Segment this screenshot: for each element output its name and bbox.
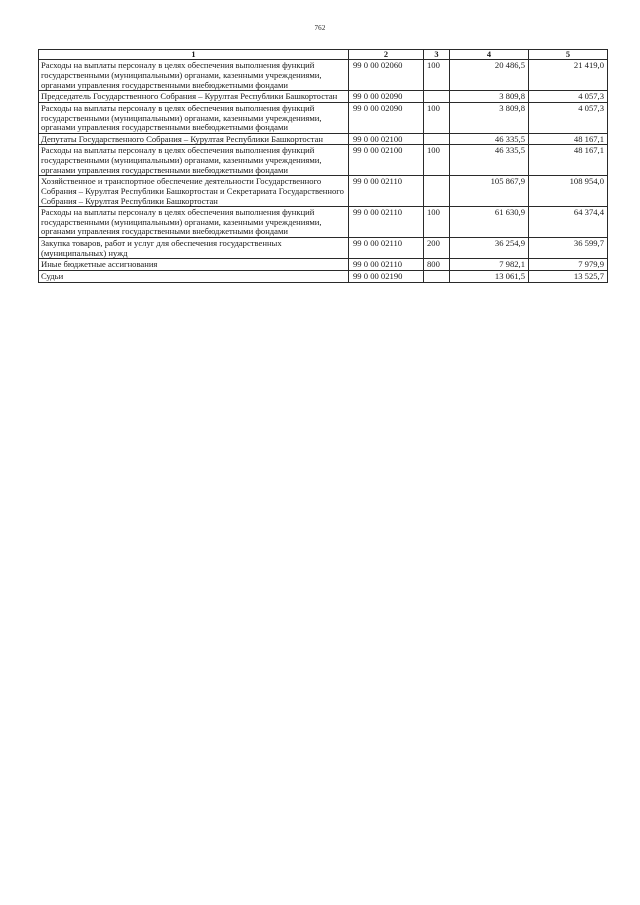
table-row — [39, 91, 608, 103]
table-row — [39, 207, 608, 238]
row-value-2-cell: 108 954,0 — [529, 176, 608, 207]
row-value-2-cell: 4 057,3 — [529, 102, 608, 133]
row-name-cell: Расходы на выплаты персоналу в целях обеспечения выполнения функций государственными (муниципальными) органами, казенными учреждениями, органами управления государственными внебюджетными фондами — [39, 145, 349, 176]
column-header-2: 2 — [349, 50, 424, 60]
row-value-2-cell: 4 057,3 — [529, 91, 608, 103]
row-type-cell: 200 — [424, 238, 450, 259]
column-header-1: 1 — [39, 50, 349, 60]
row-value-1-cell: 46 335,5 — [450, 145, 529, 176]
table-header — [39, 50, 608, 60]
row-value-1-cell: 20 486,5 — [450, 60, 529, 91]
row-name-cell: Расходы на выплаты персоналу в целях обеспечения выполнения функций государственными (муниципальными) органами, казенными учреждениями, органами управления государственными внебюджетными фондами — [39, 60, 349, 91]
row-type-cell — [424, 176, 450, 207]
table-body — [39, 60, 608, 282]
row-code-cell: 99 0 00 02060 — [349, 60, 424, 91]
table-row — [39, 60, 608, 91]
row-value-1-cell: 3 809,8 — [450, 102, 529, 133]
row-type-cell — [424, 270, 450, 282]
row-value-2-cell: 48 167,1 — [529, 145, 608, 176]
row-value-1-cell: 7 982,1 — [450, 259, 529, 271]
column-header-4: 4 — [450, 50, 529, 60]
row-type-cell — [424, 133, 450, 145]
row-name-cell: Судьи — [39, 270, 349, 282]
table-row — [39, 270, 608, 282]
row-type-cell: 100 — [424, 60, 450, 91]
header-row — [39, 50, 608, 60]
row-name-cell: Депутаты Государственного Собрания – Курултая Республики Башкортостан — [39, 133, 349, 145]
row-code-cell: 99 0 00 02100 — [349, 145, 424, 176]
row-value-2-cell: 21 419,0 — [529, 60, 608, 91]
row-type-cell — [424, 91, 450, 103]
table-row — [39, 259, 608, 271]
table-row — [39, 238, 608, 259]
row-value-1-cell: 36 254,9 — [450, 238, 529, 259]
budget-table — [38, 49, 608, 283]
table-row — [39, 102, 608, 133]
row-type-cell: 100 — [424, 207, 450, 238]
row-type-cell: 800 — [424, 259, 450, 271]
row-value-1-cell: 105 867,9 — [450, 176, 529, 207]
row-name-cell: Хозяйственное и транспортное обеспечение деятельности Государственного Собрания – Курултая Республики Башкортостан и Секретариата Государственного Собрания – Курултая Республики Башкортостан — [39, 176, 349, 207]
row-value-2-cell: 48 167,1 — [529, 133, 608, 145]
row-code-cell: 99 0 00 02110 — [349, 238, 424, 259]
row-name-cell: Расходы на выплаты персоналу в целях обеспечения выполнения функций государственными (муниципальными) органами, казенными учреждениями, органами управления государственными внебюджетными фондами — [39, 102, 349, 133]
column-header-5: 5 — [529, 50, 608, 60]
row-value-2-cell: 13 525,7 — [529, 270, 608, 282]
row-code-cell: 99 0 00 02100 — [349, 133, 424, 145]
row-value-1-cell: 46 335,5 — [450, 133, 529, 145]
row-name-cell: Закупка товаров, работ и услуг для обеспечения государственных (муниципальных) нужд — [39, 238, 349, 259]
row-code-cell: 99 0 00 02110 — [349, 176, 424, 207]
row-code-cell: 99 0 00 02110 — [349, 207, 424, 238]
row-code-cell: 99 0 00 02110 — [349, 259, 424, 271]
row-value-2-cell: 64 374,4 — [529, 207, 608, 238]
row-type-cell: 100 — [424, 102, 450, 133]
table-row — [39, 133, 608, 145]
row-code-cell: 99 0 00 02190 — [349, 270, 424, 282]
page-number: 762 — [314, 24, 326, 32]
row-value-1-cell: 61 630,9 — [450, 207, 529, 238]
row-value-1-cell: 3 809,8 — [450, 91, 529, 103]
row-code-cell: 99 0 00 02090 — [349, 91, 424, 103]
row-value-2-cell: 36 599,7 — [529, 238, 608, 259]
row-name-cell: Расходы на выплаты персоналу в целях обеспечения выполнения функций государственными (муниципальными) органами, казенными учреждениями, органами управления государственными внебюджетными фондами — [39, 207, 349, 238]
row-value-2-cell: 7 979,9 — [529, 259, 608, 271]
column-header-3: 3 — [424, 50, 450, 60]
row-type-cell: 100 — [424, 145, 450, 176]
row-code-cell: 99 0 00 02090 — [349, 102, 424, 133]
table-row — [39, 145, 608, 176]
row-value-1-cell: 13 061,5 — [450, 270, 529, 282]
row-name-cell: Председатель Государственного Собрания – Курултая Республики Башкортостан — [39, 91, 349, 103]
row-name-cell: Иные бюджетные ассигнования — [39, 259, 349, 271]
table-row — [39, 176, 608, 207]
